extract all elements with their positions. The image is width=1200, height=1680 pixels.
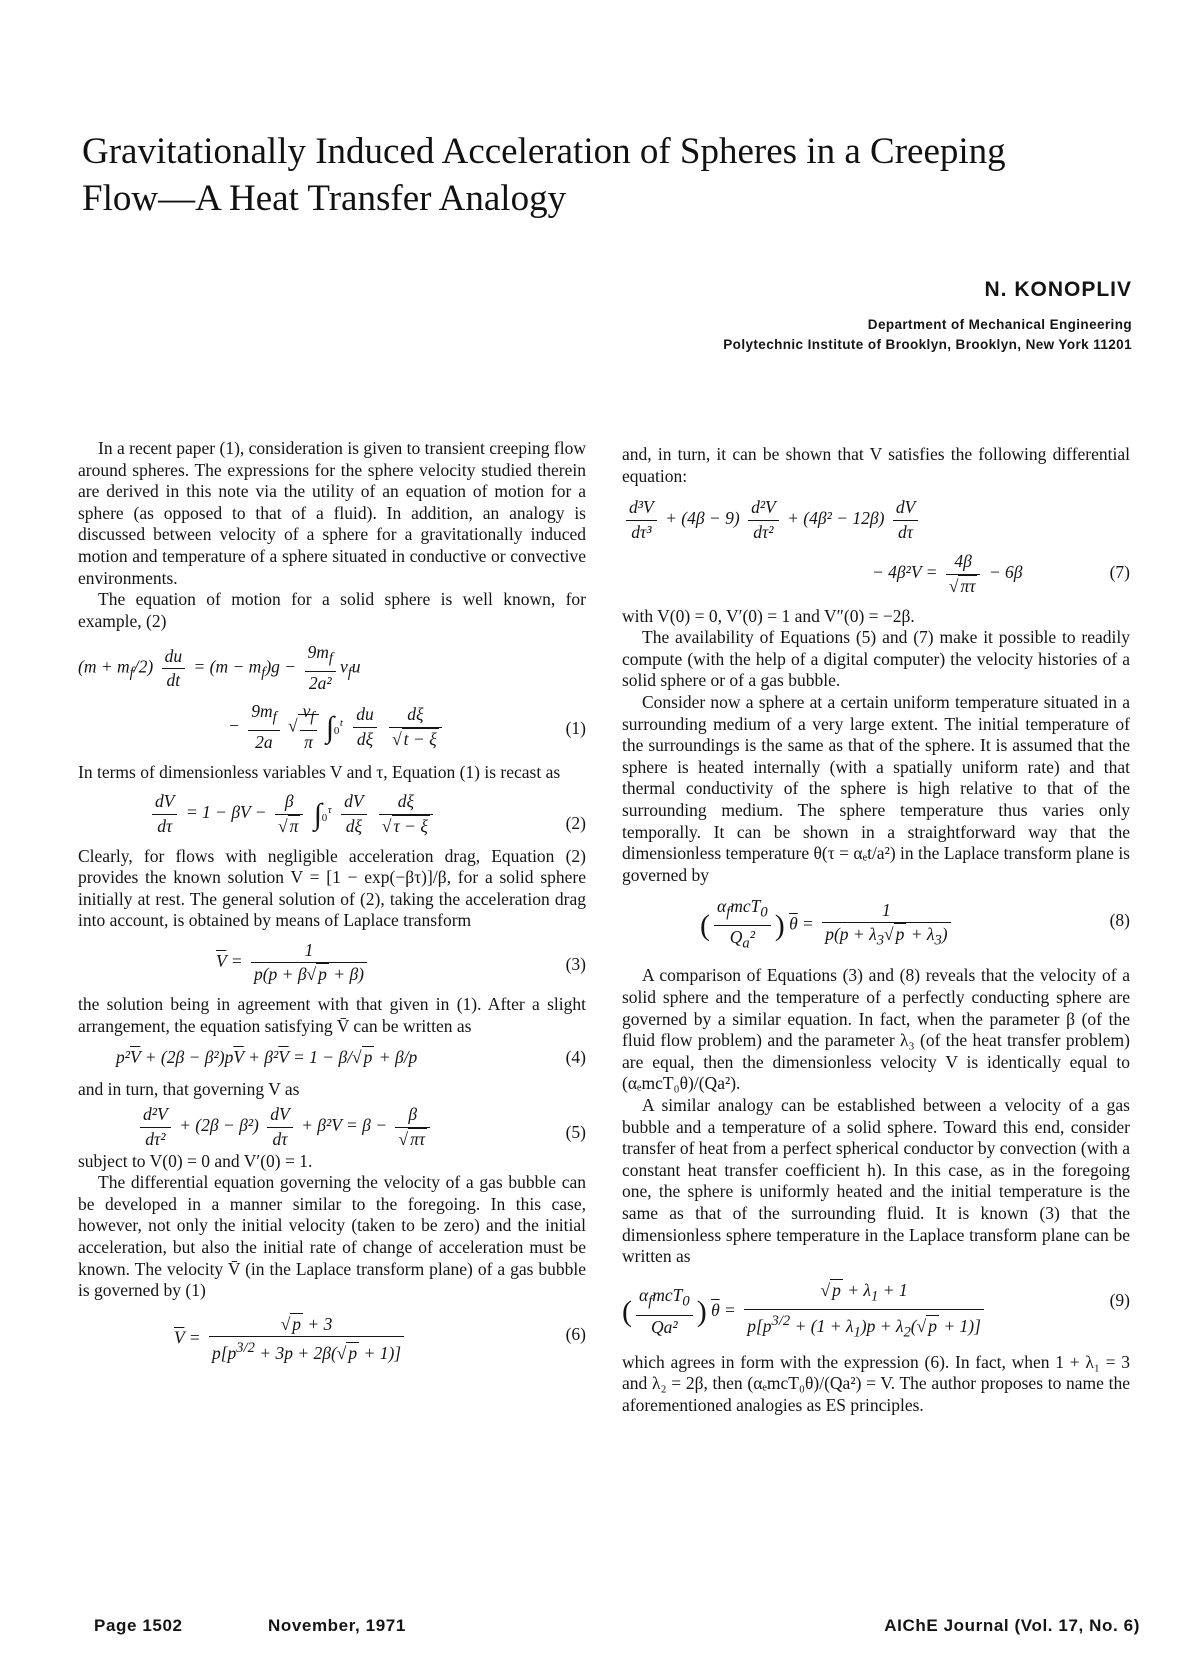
paragraph: and in turn, that governing V as xyxy=(78,1078,300,1099)
equation-number: (4) xyxy=(565,1047,586,1068)
paragraph: subject to V(0) = 0 and V′(0) = 1. xyxy=(78,1150,313,1171)
equation-number: (6) xyxy=(565,1323,586,1344)
equation-5: $\frac{\text{d²V}}{\text{dτ²}}$ + (2β − β²) $\frac{dV}{d\tau}$ + β²V = β − $\frac{\beta}{√ \pi\tau}$ (5) xyxy=(78,1104,586,1150)
equation-3: $\overline{V}$ = $\frac{1}{p(p + \beta√ p + \beta)}$ (3) xyxy=(216,939,586,985)
paragraph: A similar analogy can be established between a velocity of a gas bubble and a temperature of a solid sphere. Toward this end, consider transfer of heat from a perfect spherical conductor by convection (with a constant heat transfer coefficient h). In this case, as in the foregoing one, the sphere is uniformly heated and the initial temperature is the same as that of the surrounding fluid. It is known (3) that the dimensionless sphere temperature in the Laplace transform plane can be written as xyxy=(622,1095,1130,1267)
paragraph: The differential equation governing the velocity of a gas bubble can be developed in a manner similar to the foregoing. In this case, however, not only the initial velocity (taken to be zero) and the initial acceleration, but also the initial rate of change of acceleration must be known. The velocity V̄ (in the Laplace transform plane) of a gas bubble is governed by (1) xyxy=(78,1172,586,1301)
journal-name: AIChE Journal (Vol. 17, No. 6) xyxy=(884,1616,1140,1635)
equation-number: (3) xyxy=(565,953,586,974)
equation-number: (5) xyxy=(565,1122,586,1143)
equation-number: (2) xyxy=(565,813,586,834)
paragraph: Consider now a sphere at a certain uniform temperature situated in a surrounding medium of a very large extent. The initial temperature of the surroundings is the same as that of the sphere. It is assumed that the sphere is heated internally (with a spatially uniform rate) and that thermal conductivity of the sphere is high relative to that of the surrounding medium. The sphere temperature thus varies only temporally. It can be shown in a straightforward way that the dimensionless temperature θ(τ = αₑt/a²) in the Laplace transform plane is governed by xyxy=(622,691,1130,885)
equation-9: ( $\frac{\alpha_fmcT_0}{\text{Qa²}}$ ) $\overline{\theta}$ = $\frac{√ p + \lambda_1 + 1}{p[p^{3/2} + (1 + \lambda_1)p + \lambda_2(√ p + 1)]}$ (9) xyxy=(622,1279,1130,1341)
author-name: N. KONOPLIV xyxy=(984,278,1132,301)
equation-number: (1) xyxy=(565,718,586,739)
affiliation-department: Department of Mechanical Engineering xyxy=(867,317,1132,332)
paragraph: the solution being in agreement with that given in (1). After a slight arrangement, the equation satisfying V̄ can be written as xyxy=(78,994,586,1036)
equation-6: $\overline{V}$ = $\frac{√ p + 3}{p[p^{3/2} + 3p + 2\beta(√ p + 1)]}$ (6) xyxy=(174,1313,586,1364)
equation-number: (8) xyxy=(1109,910,1130,931)
paragraph: A comparison of Equations (3) and (8) reveals that the velocity of a solid sphere and the temperature of a perfectly conducting sphere are governed by a similar equation. In fact, when the parameter β (of the fluid flow problem) and the parameter λ₃ (of the heat transfer problem) are equal, then the dimensionless velocity V is identically equal to (αₑmcT₀θ)/(Qa²). xyxy=(622,965,1130,1094)
equation-4: $p^2\overline{V} + (2\beta - \beta^2)p\overline{V} + \beta^2\overline{V} = 1 - \beta/√$ p + β/p (4) xyxy=(116,1047,586,1068)
paragraph: In terms of dimensionless variables V and τ, Equation (1) is recast as xyxy=(78,761,561,782)
equation-1: $(m + m_f/2)$ $\frac{du}{dt}$ = $(m - m_f)g$ − $\frac{9m_f}{\text{2a²}}$ $\nu_fu$ − $\frac{9m_f}{2a}$ √ $\frac{\nu_f}{\pi}$ ∫ t 0 $\frac{du}{d\xi}$ $\frac{d\xi}{√ t - \xi}$ (1) xyxy=(78,642,586,753)
paragraph: The availability of Equations (5) and (7) make it possible to readily compute (with the help of a digital computer) the velocity histories of a solid sphere or of a gas bubble. xyxy=(622,627,1130,691)
paragraph: In a recent paper (1), consideration is given to transient creeping flow around spheres. The expressions for the sphere velocity studied therein are derived in this note via the utility of an equation of motion for a sphere (as opposed to that of a fluid). In addition, an analogy is discussed between velocity of a sphere for a gravitationally induced motion and temperature of a sphere situated in conductive or convective environments. xyxy=(78,438,586,588)
paragraph: Clearly, for flows with negligible acceleration drag, Equation (2) provides the known solution V = [1 − exp(−βτ)]/β, for a solid sphere initially at rest. The general solution of (2), taking the acceleration drag into account, is obtained by means of Laplace transform xyxy=(78,845,586,931)
equation-8: ( $\frac{\alpha_fmcT_0}{Q_a^2}$ ) $\overline{\theta}$ = $\frac{1}{p(p + \lambda_3√ p + \lambda_3)}$ (8) xyxy=(700,896,1130,952)
paragraph: with V(0) = 0, V′(0) = 1 and V″(0) = −2β. xyxy=(622,605,915,626)
paragraph: which agrees in form with the expression (6). In fact, when 1 + λ₁ = 3 and λ₂ = 2β, then (αₑmcT₀θ)/(Qa²) = V. The author proposes to name the aforementioned analogies as ES principles. xyxy=(622,1351,1130,1415)
equation-7: $\frac{\text{d³V}}{\text{dτ³}}$ + (4β − 9) $\frac{\text{d²V}}{\text{dτ²}}$ + (4β² − 12β) $\frac{dV}{d\tau}$ − 4β²V = $\frac{4\beta}{√ \pi\tau}$ − 6β (7) xyxy=(622,497,1130,597)
equation-number: (9) xyxy=(1109,1289,1130,1310)
paragraph: The equation of motion for a solid sphere is well known, for example, (2) xyxy=(78,589,586,631)
paragraph: and, in turn, it can be shown that V satisfies the following differential equation: xyxy=(622,444,1130,486)
right-column xyxy=(622,444,1130,1417)
article-title: Gravitationally Induced Acceleration of Spheres in a Creeping Flow—A Heat Transfer Analogy xyxy=(82,131,1006,219)
left-column xyxy=(78,438,586,1373)
page-number: Page 1502 xyxy=(94,1616,183,1635)
affiliation-institute: Polytechnic Institute of Brooklyn, Brooklyn, New York 11201 xyxy=(723,337,1132,352)
issue-date: November, 1971 xyxy=(268,1616,406,1635)
equation-2: $\frac{dV}{d\tau}$ = 1 − βV − $\frac{\beta}{√ \pi}$ ∫ τ 0 $\frac{dV}{d\xi}$ $\frac{d\xi}{√ \tau - \xi}$ (2) xyxy=(78,791,586,837)
equation-number: (7) xyxy=(1109,561,1130,582)
